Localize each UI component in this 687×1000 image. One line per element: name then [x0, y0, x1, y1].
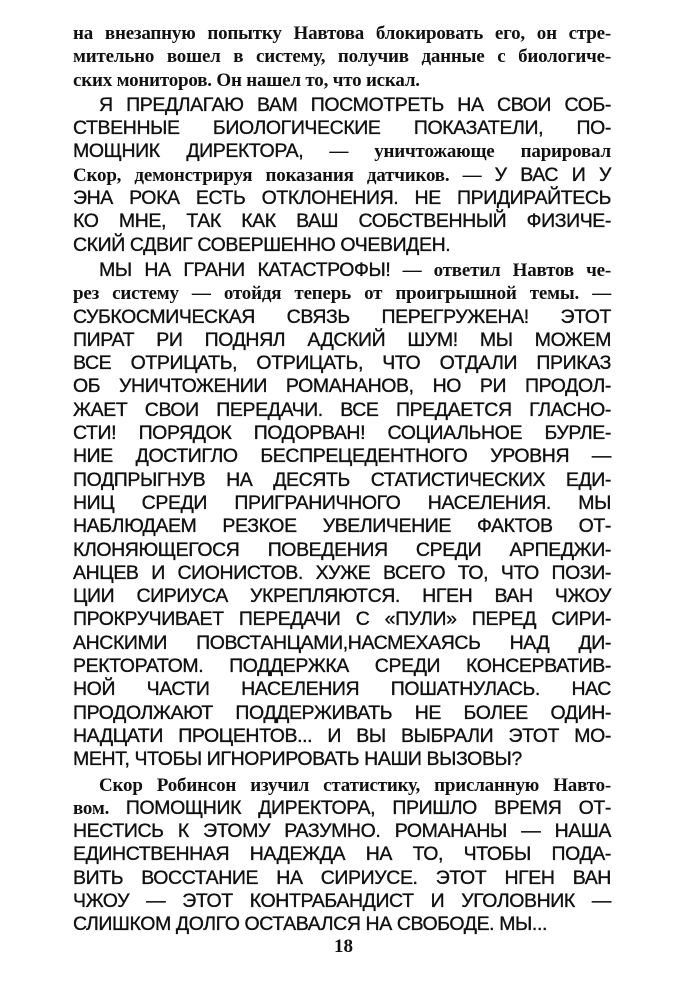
paragraph	[73, 94, 611, 257]
text-line	[73, 234, 611, 257]
text-line	[73, 539, 611, 562]
paragraph	[73, 259, 611, 772]
text-line	[73, 725, 611, 748]
text-line	[73, 748, 611, 771]
uppercase-speech-segment: ЧЖОУ — ЭТОТ КОНТРАБАНДИСТ И УГОЛОВНИК —	[73, 889, 611, 912]
uppercase-speech-segment: СКИЙ СДВИГ СОВЕРШЕННО ОЧЕВИДЕН.	[73, 233, 451, 256]
book-page-text	[73, 22, 611, 937]
uppercase-speech-segment: ВИТЬ ВОССТАНИЕ НА СИРИУСЕ. ЭТОТ НГЕН ВАН	[73, 866, 611, 889]
text-line	[73, 492, 611, 515]
text-line	[73, 843, 611, 866]
text-line	[73, 329, 611, 352]
text-line	[73, 399, 611, 422]
text-line	[73, 140, 611, 163]
text-line	[73, 515, 611, 538]
uppercase-speech-segment: ПИРАТ РИ ПОДНЯЛ АДСКИЙ ШУМ! МЫ МОЖЕМ	[73, 328, 611, 351]
text-line	[73, 164, 611, 187]
uppercase-speech-segment: ПОДПРЫГНУВ НА ДЕСЯТЬ СТАТИСТИЧЕСКИХ ЕДИ-	[73, 468, 611, 491]
text-line	[73, 445, 611, 468]
text-line	[73, 94, 611, 117]
text-line	[73, 69, 611, 92]
uppercase-speech-segment: НИЕ ДОСТИГЛО БЕСПРЕЦЕДЕНТНОГО УРОВНЯ —	[73, 445, 611, 468]
text-line	[73, 352, 611, 375]
uppercase-speech-segment: Я ПРЕДЛАГАЮ ВАМ ПОСМОТРЕТЬ НА СВОИ СОБ-	[99, 93, 611, 116]
page-number: 18	[334, 936, 353, 957]
text-line	[73, 306, 611, 329]
uppercase-speech-segment: ПРОДОЛЖАЮТ ПОДДЕРЖИВАТЬ НЕ БОЛЕЕ ОДИН-	[73, 701, 611, 724]
text-line	[73, 678, 611, 701]
uppercase-speech-segment: ЖАЕТ СВОИ ПЕРЕДАЧИ. ВСЕ ПРЕДАЕТСЯ ГЛАСНО-	[73, 398, 611, 421]
uppercase-speech-segment: НАДЦАТИ ПРОЦЕНТОВ... И ВЫ ВЫБРАЛИ ЭТОТ МО-	[73, 724, 611, 747]
narration-segment: Скор, демонстрируя показания датчиков. —	[73, 164, 495, 186]
uppercase-speech-segment: РЕКТОРАТОМ. ПОДДЕРЖКА СРЕДИ КОНСЕРВАТИВ-	[73, 655, 611, 678]
uppercase-speech-segment: НИЦ СРЕДИ ПРИГРАНИЧНОГО НАСЕЛЕНИЯ. МЫ	[73, 491, 611, 514]
text-line	[73, 375, 611, 398]
uppercase-speech-segment: АНЦЕВ И СИОНИСТОВ. ХУЖЕ ВСЕГО ТО, ЧТО ПОЗИ-	[73, 561, 611, 584]
uppercase-speech-segment: ОБ УНИЧТОЖЕНИИ РОМАНАНОВ, НО РИ ПРОДОЛ-	[73, 375, 611, 398]
uppercase-speech-segment: НОЙ ЧАСТИ НАСЕЛЕНИЯ ПОШАТНУЛАСЬ. НАС	[73, 678, 611, 701]
text-line	[73, 187, 611, 210]
text-line	[73, 774, 611, 797]
uppercase-speech-segment: СТВЕННЫЕ БИОЛОГИЧЕСКИЕ ПОКАЗАТЕЛИ, ПО-	[73, 117, 611, 140]
narration-segment: рез систему — отойдя теперь от проигрышной темы. —	[73, 283, 611, 305]
paragraph	[73, 22, 611, 92]
text-line	[73, 632, 611, 655]
uppercase-speech-segment: СУБКОСМИЧЕСКАЯ СВЯЗЬ ПЕРЕГРУЖЕНА! ЭТОТ	[73, 305, 611, 328]
narration-segment: ских мониторов. Он нашел то, что искал.	[73, 69, 420, 91]
uppercase-speech-segment: МОЩНИК ДИРЕКТОРА,	[73, 140, 304, 163]
text-line	[73, 469, 611, 492]
uppercase-speech-segment: МЕНТ, ЧТОБЫ ИГНОРИРОВАТЬ НАШИ ВЫЗОВЫ?	[73, 748, 522, 771]
narration-segment: мительно вошел в систему, получив данные с биологиче-	[73, 46, 611, 68]
uppercase-speech-segment: ПРОКРУЧИВАЕТ ПЕРЕДАЧИ С «ПУЛИ» ПЕРЕД СИРИ-	[73, 608, 611, 631]
paragraph	[73, 774, 611, 937]
text-line	[73, 210, 611, 233]
uppercase-speech-segment: КЛОНЯЮЩЕГОСЯ ПОВЕДЕНИЯ СРЕДИ АРПЕДЖИ-	[73, 538, 611, 561]
uppercase-speech-segment: ВСЕ ОТРИЦАТЬ, ОТРИЦАТЬ, ЧТО ОТДАЛИ ПРИКАЗ	[73, 352, 611, 375]
uppercase-speech-segment: СТИ! ПОРЯДОК ПОДОРВАН! СОЦИАЛЬНОЕ БУРЛЕ-	[73, 422, 611, 445]
uppercase-speech-segment: КО МНЕ, ТАК КАК ВАШ СОБСТВЕННЫЙ ФИЗИЧЕ-	[73, 210, 611, 233]
text-line	[73, 282, 611, 305]
uppercase-speech-segment: У ВАС И У	[494, 163, 611, 186]
text-line	[73, 913, 611, 936]
narration-segment: — уничтожающе парировал	[303, 141, 611, 163]
text-line	[73, 422, 611, 445]
text-line	[73, 867, 611, 890]
text-line	[73, 608, 611, 631]
uppercase-speech-segment: МЫ НА ГРАНИ КАТАСТРОФЫ!	[99, 258, 391, 281]
text-line	[73, 117, 611, 140]
uppercase-speech-segment: НЕСТИСЬ К ЭТОМУ РАЗУМНО. РОМАНАНЫ — НАША	[73, 820, 611, 843]
uppercase-speech-segment: ЦИИ СИРИУСА УКРЕПЛЯЮТСЯ. НГЕН ВАН ЧЖОУ	[73, 585, 611, 608]
text-line	[73, 585, 611, 608]
text-line	[73, 22, 611, 45]
text-line	[73, 702, 611, 725]
narration-segment: — ответил Навтов че-	[390, 259, 611, 281]
uppercase-speech-segment: СЛИШКОМ ДОЛГО ОСТАВАЛСЯ НА СВОБОДЕ. МЫ...	[73, 913, 547, 936]
uppercase-speech-segment: АНСКИМИ ПОВСТАНЦАМИ,НАСМЕХАЯСЬ НАД ДИ-	[73, 631, 611, 654]
text-line	[73, 259, 611, 282]
text-line	[73, 655, 611, 678]
narration-segment: вом.	[73, 797, 126, 819]
narration-segment: на внезапную попытку Навтова блокировать его, он стре-	[73, 23, 611, 44]
uppercase-speech-segment: ПОМОЩНИК ДИРЕКТОРА, ПРИШЛО ВРЕМЯ ОТ-	[125, 796, 611, 819]
uppercase-speech-segment: ЭНА РОКА ЕСТЬ ОТКЛОНЕНИЯ. НЕ ПРИДИРАЙТЕСЬ	[73, 187, 611, 210]
text-line	[73, 45, 611, 68]
narration-segment: Скор Робинсон изучил статистику, присланную Навто-	[99, 774, 611, 796]
text-line	[73, 797, 611, 820]
text-line	[73, 890, 611, 913]
uppercase-speech-segment: ЕДИНСТВЕННАЯ НАДЕЖДА НА ТО, ЧТОБЫ ПОДА-	[73, 843, 611, 866]
text-line	[73, 820, 611, 843]
text-line	[73, 562, 611, 585]
uppercase-speech-segment: НАБЛЮДАЕМ РЕЗКОЕ УВЕЛИЧЕНИЕ ФАКТОВ ОТ-	[73, 515, 611, 538]
